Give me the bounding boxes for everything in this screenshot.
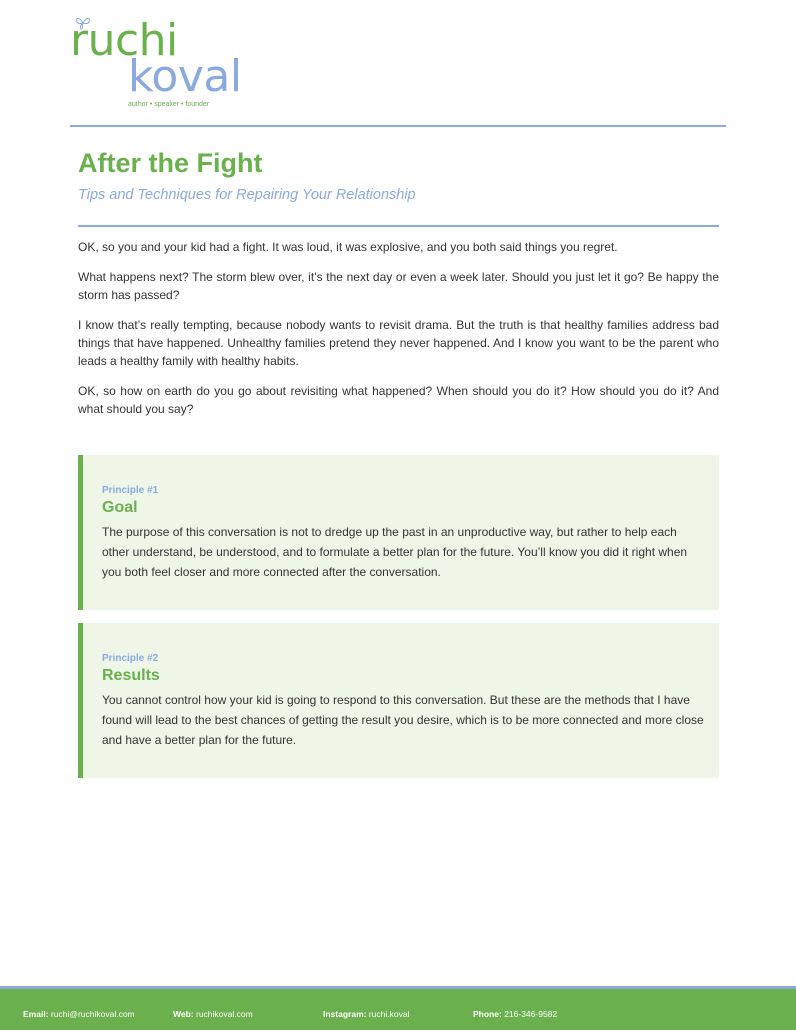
footer-web: [173, 1009, 253, 1019]
article-body: [78, 238, 719, 430]
footer-instagram-link[interactable]: ruchi.koval: [368, 1009, 410, 1019]
page-title: After the Fight: [78, 148, 263, 178]
body-paragraph: What happens next? The storm blew over, it’s the next day or even a week later. Should you just let it go? Be happy the storm has passed?: [78, 270, 719, 302]
header-divider: [70, 125, 726, 127]
principle-number: Principle #2: [102, 653, 159, 664]
body-paragraph: I know that’s really tempting, because nobody wants to revisit drama. But the truth is that healthy families address bad things that have happened. Unhealthy families pretend they never happened. And I know you want to be the parent who leads a healthy family with healthy habits.: [78, 318, 719, 368]
footer-phone-value: 216-346-9582: [504, 1009, 558, 1019]
body-paragraph: OK, so you and your kid had a fight. It was loud, it was explosive, and you both said things you regret.: [78, 240, 618, 254]
brand-logo: [70, 14, 270, 114]
principle-text: You cannot control how your kid is going to respond to this conversation. But these are the methods that I have found will lead to the best chances of getting the result you desire, which is to be more connected and more close and have a better plan for the future.: [102, 693, 704, 747]
footer-phone: [473, 1009, 557, 1019]
principle-heading: Goal: [102, 499, 138, 516]
page-subtitle: Tips and Techniques for Repairing Your Relationship: [78, 187, 416, 203]
footer-web-link[interactable]: ruchikoval.com: [196, 1009, 253, 1019]
footer-instagram-label: Instagram:: [323, 1009, 367, 1019]
footer-email: [23, 1009, 135, 1019]
principle-text: The purpose of this conversation is not to dredge up the past in an unproductive way, but rather to help each other understand, be understood, and to formulate a better plan for the future. You’ll know you did it right when you both feel closer and more connected after the conversation.: [102, 525, 688, 579]
footer-email-link[interactable]: ruchi@ruchikoval.com: [50, 1009, 135, 1019]
contact-footer: [0, 986, 796, 1030]
footer-web-label: Web:: [173, 1009, 194, 1019]
logo-word-ruchi: ruchi: [70, 15, 178, 66]
title-divider: [78, 225, 719, 227]
principle-number: Principle #1: [102, 485, 159, 496]
footer-instagram: [323, 1009, 409, 1019]
logo-word-koval: koval: [128, 51, 242, 102]
footer-email-label: Email:: [23, 1009, 49, 1019]
principle-card-results: [78, 623, 719, 778]
body-paragraph: OK, so how on earth do you go about revisiting what happened? When should you do it? How should you do it? And what should you say?: [78, 384, 719, 416]
principle-heading: Results: [102, 667, 160, 684]
principle-card-goal: [78, 455, 719, 610]
logo-tagline: author • speaker • founder: [128, 101, 210, 108]
footer-phone-label: Phone:: [473, 1009, 502, 1019]
